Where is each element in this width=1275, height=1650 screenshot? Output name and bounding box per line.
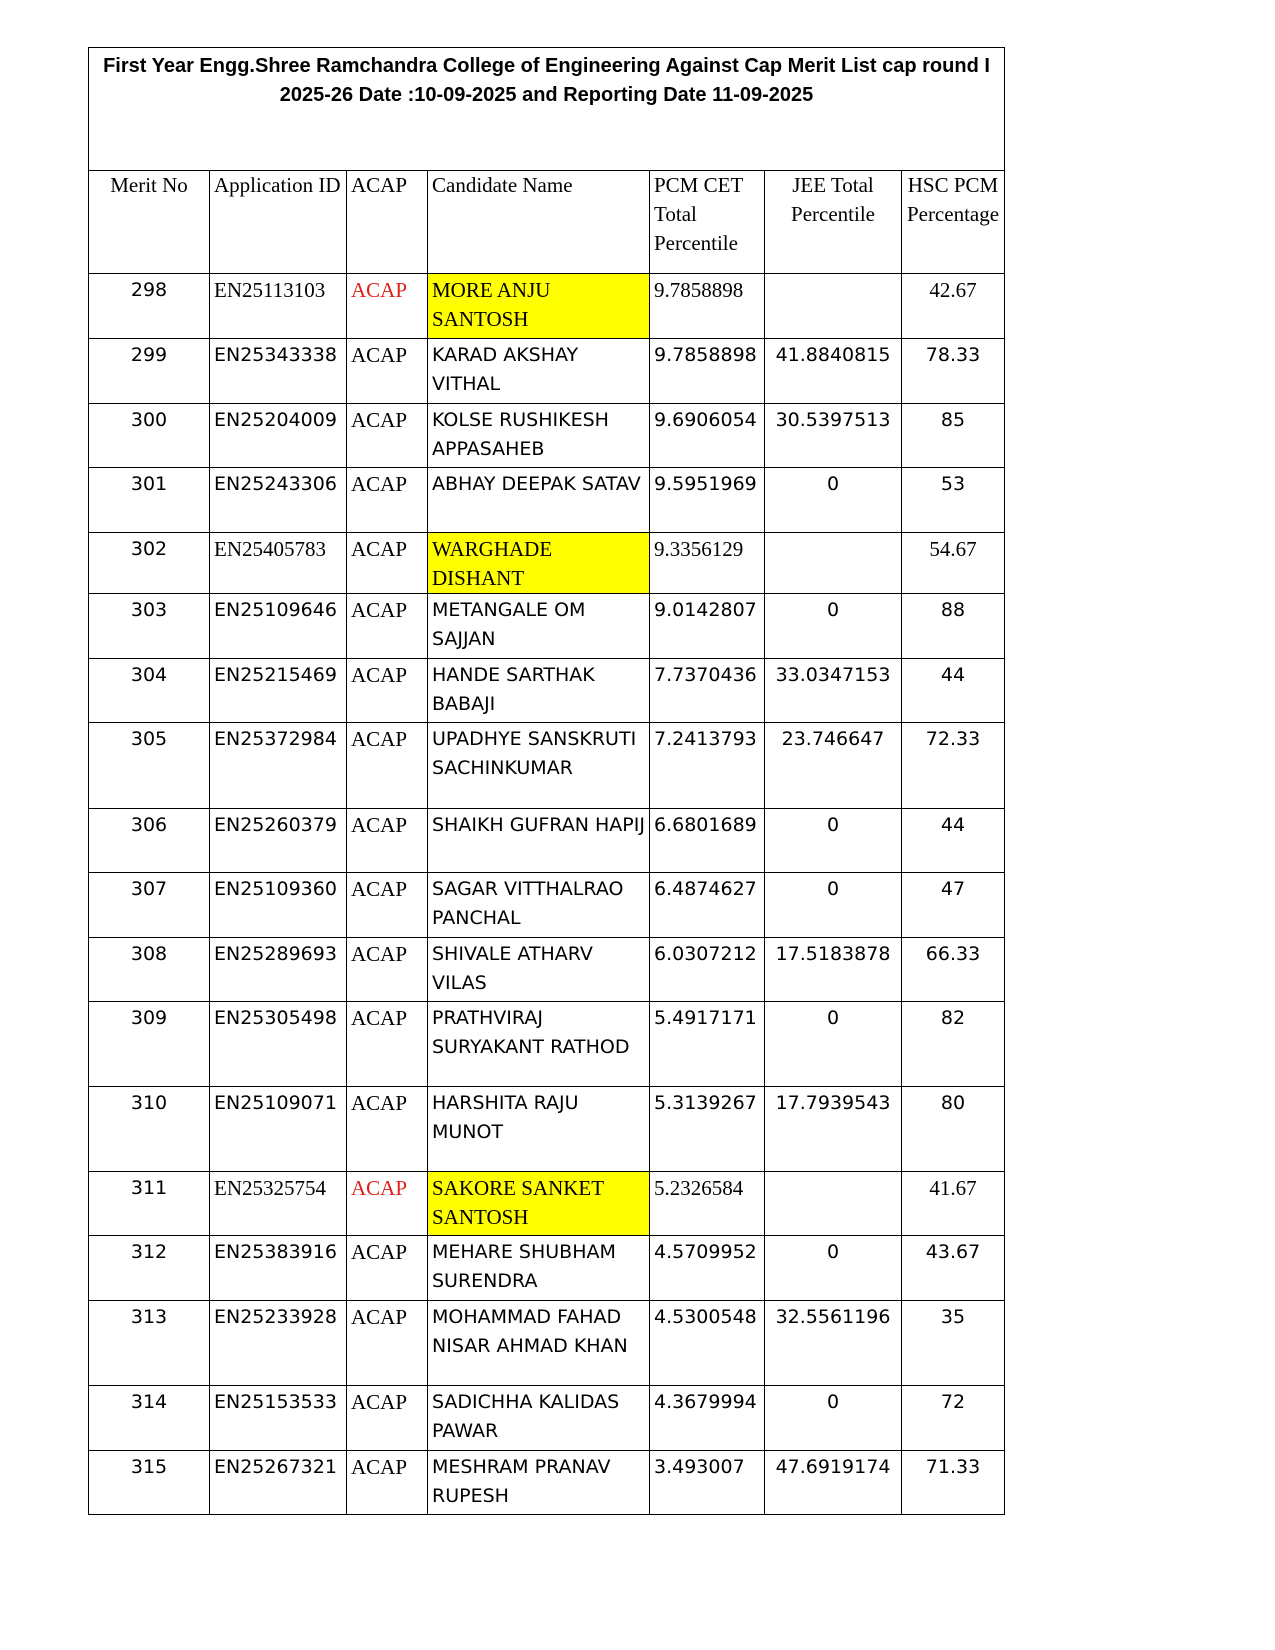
acap-cell: ACAP xyxy=(347,938,428,1002)
hsc-pcm-cell: 44 xyxy=(902,659,1005,723)
pcm-cet-cell: 7.7370436 xyxy=(650,659,765,723)
jee-total-cell: 41.8840815 xyxy=(765,339,902,404)
pcm-cet-cell: 4.3679994 xyxy=(650,1386,765,1451)
table-row xyxy=(89,809,1005,873)
hsc-pcm-cell: 44 xyxy=(902,809,1005,873)
pcm-cet-cell: 7.2413793 xyxy=(650,723,765,809)
candidate-name-cell: ABHAY DEEPAK SATAV xyxy=(428,468,650,533)
merit-no-cell: 305 xyxy=(89,723,210,809)
hsc-pcm-cell: 88 xyxy=(902,594,1005,659)
pcm-cet-cell: 9.7858898 xyxy=(650,339,765,404)
pcm-cet-cell: 4.5300548 xyxy=(650,1301,765,1386)
application-id-cell: EN25267321 xyxy=(210,1451,347,1515)
application-id-cell: EN25305498 xyxy=(210,1002,347,1087)
merit-no-cell: 314 xyxy=(89,1386,210,1451)
hsc-pcm-cell: 85 xyxy=(902,404,1005,468)
application-id-cell: EN25109071 xyxy=(210,1087,347,1172)
jee-total-cell: 0 xyxy=(765,873,902,938)
candidate-name-cell: MEHARE SHUBHAM SURENDRA xyxy=(428,1236,650,1301)
pcm-cet-cell: 4.5709952 xyxy=(650,1236,765,1301)
candidate-name-cell: KARAD AKSHAY VITHAL xyxy=(428,339,650,404)
candidate-name-cell: SHAIKH GUFRAN HAPIJ xyxy=(428,809,650,873)
acap-cell: ACAP xyxy=(347,533,428,594)
header-row xyxy=(89,171,1005,274)
merit-no-cell: 309 xyxy=(89,1002,210,1087)
candidate-name-cell: UPADHYE SANSKRUTI SACHINKUMAR xyxy=(428,723,650,809)
application-id-cell: EN25343338 xyxy=(210,339,347,404)
pcm-cet-cell: 3.493007 xyxy=(650,1451,765,1515)
merit-no-cell: 302 xyxy=(89,533,210,594)
table-row xyxy=(89,659,1005,723)
table-row xyxy=(89,594,1005,659)
table-row xyxy=(89,723,1005,809)
pcm-cet-cell: 6.6801689 xyxy=(650,809,765,873)
jee-total-cell: 0 xyxy=(765,1386,902,1451)
application-id-cell: EN25233928 xyxy=(210,1301,347,1386)
candidate-name-cell: HANDE SARTHAK BABAJI xyxy=(428,659,650,723)
jee-total-cell: 0 xyxy=(765,1002,902,1087)
application-id-cell: EN25372984 xyxy=(210,723,347,809)
hsc-pcm-cell: 47 xyxy=(902,873,1005,938)
merit-no-cell: 301 xyxy=(89,468,210,533)
table-row xyxy=(89,1301,1005,1386)
table-row xyxy=(89,1172,1005,1236)
candidate-name-cell: SADICHHA KALIDAS PAWAR xyxy=(428,1386,650,1451)
jee-total-cell: 32.5561196 xyxy=(765,1301,902,1386)
pcm-cet-cell: 9.6906054 xyxy=(650,404,765,468)
application-id-cell: EN25405783 xyxy=(210,533,347,594)
hsc-pcm-cell: 72 xyxy=(902,1386,1005,1451)
jee-total-cell: 0 xyxy=(765,594,902,659)
application-id-cell: EN25383916 xyxy=(210,1236,347,1301)
acap-cell: ACAP xyxy=(347,873,428,938)
title-line-1: First Year Engg.Shree Ramchandra College of Engineering Against Cap Merit List cap round I xyxy=(103,55,990,77)
merit-no-cell: 310 xyxy=(89,1087,210,1172)
acap-cell: ACAP xyxy=(347,659,428,723)
jee-total-cell: 17.7939543 xyxy=(765,1087,902,1172)
candidate-name-cell: MORE ANJU SANTOSH xyxy=(428,274,650,339)
candidate-name-cell: WARGHADE DISHANT xyxy=(428,533,650,594)
acap-cell: ACAP xyxy=(347,1451,428,1515)
pcm-cet-cell: 9.3356129 xyxy=(650,533,765,594)
acap-cell: ACAP xyxy=(347,1002,428,1087)
jee-total-cell: 33.0347153 xyxy=(765,659,902,723)
table-row xyxy=(89,1087,1005,1172)
acap-cell: ACAP xyxy=(347,339,428,404)
title-line-2: 2025-26 Date :10-09-2025 and Reporting Date 11-09-2025 xyxy=(279,84,814,106)
application-id-cell: EN25153533 xyxy=(210,1386,347,1451)
application-id-cell: EN25204009 xyxy=(210,404,347,468)
merit-list-table xyxy=(88,47,1005,1515)
merit-no-cell: 303 xyxy=(89,594,210,659)
hsc-pcm-cell: 72.33 xyxy=(902,723,1005,809)
acap-cell: ACAP xyxy=(347,274,428,339)
table-row xyxy=(89,938,1005,1002)
jee-total-cell xyxy=(765,533,902,594)
candidate-name-cell: SHIVALE ATHARV VILAS xyxy=(428,938,650,1002)
candidate-name-cell: KOLSE RUSHIKESH APPASAHEB xyxy=(428,404,650,468)
merit-no-cell: 300 xyxy=(89,404,210,468)
header-acap: ACAP xyxy=(347,171,428,274)
jee-total-cell: 23.746647 xyxy=(765,723,902,809)
pcm-cet-cell: 6.0307212 xyxy=(650,938,765,1002)
pcm-cet-cell: 9.0142807 xyxy=(650,594,765,659)
hsc-pcm-cell: 53 xyxy=(902,468,1005,533)
merit-no-cell: 312 xyxy=(89,1236,210,1301)
pcm-cet-cell: 6.4874627 xyxy=(650,873,765,938)
jee-total-cell: 17.5183878 xyxy=(765,938,902,1002)
header-hsc-pcm: HSC PCM Percentage xyxy=(902,171,1005,274)
jee-total-cell: 47.6919174 xyxy=(765,1451,902,1515)
candidate-name-cell: SAKORE SANKET SANTOSH xyxy=(428,1172,650,1236)
table-row xyxy=(89,1386,1005,1451)
jee-total-cell: 0 xyxy=(765,468,902,533)
pcm-cet-cell: 5.2326584 xyxy=(650,1172,765,1236)
pcm-cet-cell: 5.4917171 xyxy=(650,1002,765,1087)
hsc-pcm-cell: 35 xyxy=(902,1301,1005,1386)
table-row xyxy=(89,1451,1005,1515)
application-id-cell: EN25215469 xyxy=(210,659,347,723)
merit-no-cell: 304 xyxy=(89,659,210,723)
candidate-name-cell: HARSHITA RAJU MUNOT xyxy=(428,1087,650,1172)
acap-cell: ACAP xyxy=(347,468,428,533)
hsc-pcm-cell: 43.67 xyxy=(902,1236,1005,1301)
page-title xyxy=(89,48,1005,171)
table-row xyxy=(89,404,1005,468)
table-row xyxy=(89,533,1005,594)
header-candidate-name: Candidate Name xyxy=(428,171,650,274)
pcm-cet-cell: 5.3139267 xyxy=(650,1087,765,1172)
acap-cell: ACAP xyxy=(347,809,428,873)
acap-cell: ACAP xyxy=(347,404,428,468)
merit-no-cell: 298 xyxy=(89,274,210,339)
application-id-cell: EN25113103 xyxy=(210,274,347,339)
hsc-pcm-cell: 71.33 xyxy=(902,1451,1005,1515)
table-row xyxy=(89,468,1005,533)
application-id-cell: EN25289693 xyxy=(210,938,347,1002)
header-merit-no: Merit No xyxy=(89,171,210,274)
hsc-pcm-cell: 78.33 xyxy=(902,339,1005,404)
header-pcm-cet: PCM CET Total Percentile xyxy=(650,171,765,274)
hsc-pcm-cell: 41.67 xyxy=(902,1172,1005,1236)
acap-cell: ACAP xyxy=(347,1172,428,1236)
merit-no-cell: 307 xyxy=(89,873,210,938)
hsc-pcm-cell: 82 xyxy=(902,1002,1005,1087)
header-application-id: Application ID xyxy=(210,171,347,274)
candidate-name-cell: PRATHVIRAJ SURYAKANT RATHOD xyxy=(428,1002,650,1087)
application-id-cell: EN25325754 xyxy=(210,1172,347,1236)
application-id-cell: EN25109646 xyxy=(210,594,347,659)
header-jee-total: JEE Total Percentile xyxy=(765,171,902,274)
hsc-pcm-cell: 42.67 xyxy=(902,274,1005,339)
hsc-pcm-cell: 66.33 xyxy=(902,938,1005,1002)
candidate-name-cell: SAGAR VITTHALRAO PANCHAL xyxy=(428,873,650,938)
acap-cell: ACAP xyxy=(347,1236,428,1301)
merit-no-cell: 299 xyxy=(89,339,210,404)
pcm-cet-cell: 9.5951969 xyxy=(650,468,765,533)
table-row xyxy=(89,339,1005,404)
candidate-name-cell: MESHRAM PRANAV RUPESH xyxy=(428,1451,650,1515)
table-row xyxy=(89,1236,1005,1301)
merit-no-cell: 315 xyxy=(89,1451,210,1515)
merit-no-cell: 308 xyxy=(89,938,210,1002)
merit-no-cell: 311 xyxy=(89,1172,210,1236)
hsc-pcm-cell: 80 xyxy=(902,1087,1005,1172)
acap-cell: ACAP xyxy=(347,723,428,809)
application-id-cell: EN25109360 xyxy=(210,873,347,938)
candidate-name-cell: METANGALE OM SAJJAN xyxy=(428,594,650,659)
acap-cell: ACAP xyxy=(347,1386,428,1451)
table-row xyxy=(89,873,1005,938)
jee-total-cell xyxy=(765,274,902,339)
merit-no-cell: 313 xyxy=(89,1301,210,1386)
application-id-cell: EN25260379 xyxy=(210,809,347,873)
table-row xyxy=(89,1002,1005,1087)
acap-cell: ACAP xyxy=(347,1087,428,1172)
table-row xyxy=(89,274,1005,339)
jee-total-cell: 30.5397513 xyxy=(765,404,902,468)
hsc-pcm-cell: 54.67 xyxy=(902,533,1005,594)
jee-total-cell: 0 xyxy=(765,1236,902,1301)
application-id-cell: EN25243306 xyxy=(210,468,347,533)
acap-cell: ACAP xyxy=(347,1301,428,1386)
jee-total-cell xyxy=(765,1172,902,1236)
merit-no-cell: 306 xyxy=(89,809,210,873)
jee-total-cell: 0 xyxy=(765,809,902,873)
candidate-name-cell: MOHAMMAD FAHAD NISAR AHMAD KHAN xyxy=(428,1301,650,1386)
acap-cell: ACAP xyxy=(347,594,428,659)
pcm-cet-cell: 9.7858898 xyxy=(650,274,765,339)
